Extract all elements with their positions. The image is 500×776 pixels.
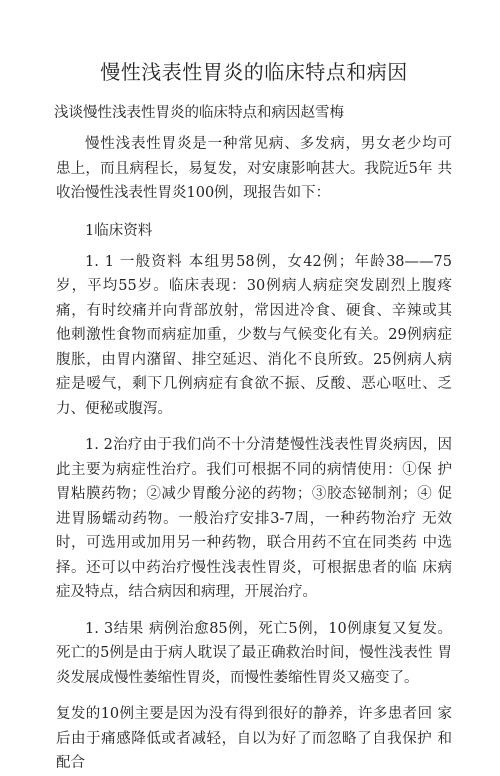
paragraph-treatment: 1. 2治疗由于我们尚不十分清楚慢性浅表性胃炎病因，因此主要为病症性治疗。我们可根据不同的病情使用：①保 护胃粘膜药物；②减少胃酸分泌的药物；③胶态铋制剂；④ 促进胃肠蠕动药物。一般治疗安排3-7周，一种药物治疗 无效时，可选用或加用另一种药物，联合用药不宜在同类药 中选择。还可以中药治疗慢性浅表性胃炎，可根据患者的临 床病症及特点，结合病因和病理，开展治疗。 bbox=[56, 437, 452, 600]
document-title: 慢性浅表性胃炎的临床特点和病因 bbox=[100, 60, 408, 84]
paragraph-general-data: 1. 1 一般资料 本组男58例，女42例；年龄38——75 岁，平均55岁。临床表现：30例病人病症突发剧烈上腹疼 痛，有时绞痛并向背部放射，常因进冷食、硬食、辛辣或其 他刺激性食物而病症加重，少数与气候变化有关。29例病症 腹胀，由胃内潴留、排空延迟、消化不良所致。25例病人病 症是嗳气，剩下几例病症有食欲不振、反酸、恶心呕吐、乏 力、便秘或腹泻。 bbox=[56, 253, 452, 417]
section-heading-clinical-data: 1临床资料 bbox=[85, 222, 153, 239]
paragraph-relapse: 复发的10例主要是因为没有得到很好的静养，许多患者回 家后由于痛感降低或者减轻，自以为好了而忽略了自我保护 和配合 bbox=[56, 706, 452, 771]
paragraph-intro: 慢性浅表性胃炎是一种常见病、多发病，男女老少均可 患上，而且病程长，易复发，对安康影响甚大。我院近5年 共收治慢性浅表性胃炎100例，现报告如下： bbox=[56, 136, 452, 201]
document-subtitle: 浅谈慢性浅表性胃炎的临床特点和病因赵雪梅 bbox=[54, 105, 344, 121]
paragraph-results: 1. 3结果 病例治愈85例，死亡5例，10例康复又复发。 死亡的5例是由于病人耽误了最正确救治时间，慢性浅表性 胃炎发展成慢性萎缩性胃炎，而慢性萎缩性胃炎又癌变了。 bbox=[56, 620, 452, 686]
